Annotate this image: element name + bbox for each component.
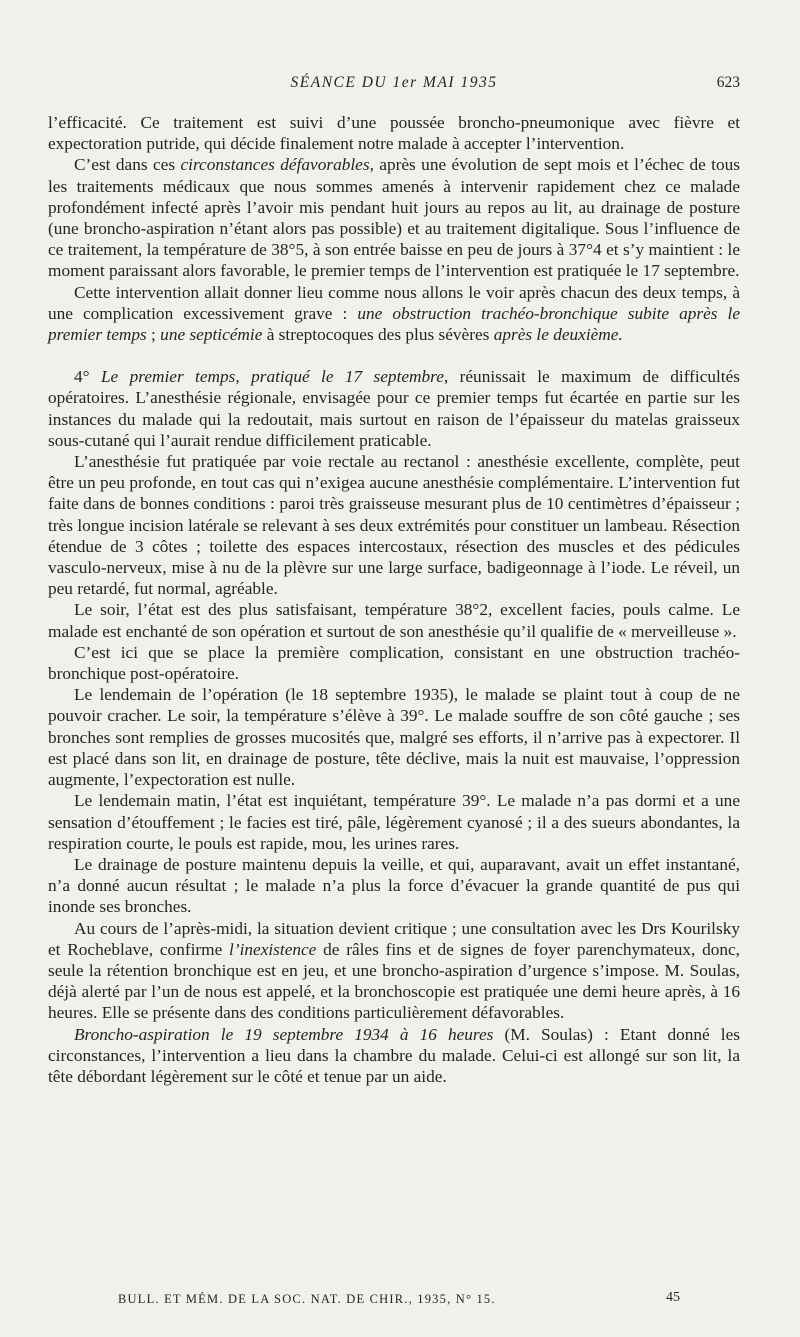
text-run: l’efficacité. Ce traitement est suivi d’une poussée broncho-pneumonique avec fièvre et expectoration putride, qui décide finalement notre malade à accepter l’intervention.	[48, 113, 740, 154]
italic-run: après le deuxième.	[493, 325, 623, 345]
paragraph	[48, 451, 740, 599]
text-run: (M. Soulas) : Etant donné les circonstances, l’intervention a lieu dans la chambre du malade. Celui-ci est allongé sur son lit, la tête débordant légèrement sur le côté et tenue par un aide.	[48, 1024, 740, 1086]
text-run: C’est ici que se place la première complication, consistant en une obstruction trachéo-bronchique post-opératoire.	[48, 642, 740, 684]
paragraph	[48, 790, 740, 854]
text-run: Au cours de l’après-midi, la situation devient critique ; une consultation avec les Drs Kourilsky et Rocheblave, confirme	[48, 918, 740, 959]
text-run: ;	[146, 325, 161, 345]
italic-run: une obstruction trachéo-bronchique subite après le premier temps	[48, 303, 740, 345]
text-run: , réunissait le maximum de difficultés opératoires. L’anesthésie régionale, envisagée pour ce premier temps fut écartée en partie sur les instances du malade qui la redoutait, mais surtout en raison de l’épaisseur du matelas graisseux sous-cutané qui l’aurait rendue difficilement praticable.	[48, 367, 740, 450]
text-run: Le lendemain de l’opération (le 18 septembre 1935), le malade se plaint tout à coup de ne pouvoir cracher. Le soir, la température s’élève à 39°. Le malade souffre de son côté gauche ; ses bronches sont remplies de grosses mucosités que, malgré ses efforts, il n’arrive pas à expectorer. Il est placé dans son lit, en drainage de posture, tête déclive, mais la nuit est mauvaise, l’oppression augmente, l’expectoration est nulle.	[48, 685, 740, 790]
text-run: Cette intervention allait donner lieu comme nous allons le voir après chacun des deux temps, à une complication excessivement grave :	[48, 282, 740, 323]
page-header	[48, 74, 740, 96]
journal-reference: BULL. ET MÉM. DE LA SOC. NAT. DE CHIR., 1935, N° 15.	[118, 1292, 496, 1306]
text-run: de râles fins et de signes de foyer parenchymateux, donc, seule la rétention bronchique est en jeu, et une broncho-aspiration d’urgence s’impose. M. Soulas, déjà alerté par l’un de nous est appelé, et la bronchoscopie est pratiquée une demi heure après, à 16 heures. Elle se présente dans des conditions particulièrement défavorables.	[48, 939, 740, 1023]
text-run: à streptocoques des plus sévères	[262, 325, 494, 345]
text-run: Le drainage de posture maintenu depuis la veille, et qui, auparavant, avait un effet instantané, n’a donné aucun résultat ; le malade n’a plus la force d’évacuer la grande quantité de pus qui inonde ses bronches.	[48, 854, 740, 917]
page-number: 623	[716, 74, 740, 91]
paragraph	[48, 918, 740, 1024]
paragraph	[48, 642, 740, 684]
italic-run: Broncho-aspiration le 19 septembre 1934 à 16 heures	[74, 1024, 494, 1044]
text-run: C’est dans ces	[74, 155, 181, 175]
running-title: SÉANCE DU 1er MAI 1935	[290, 74, 498, 91]
paragraph	[48, 112, 740, 154]
paragraph	[48, 684, 740, 790]
signature-mark: 45	[666, 1290, 680, 1305]
paragraph	[48, 599, 740, 641]
text-run: L’anesthésie fut pratiquée par voie rectale au rectanol : anesthésie excellente, complète, peut être un peu profonde, en tout cas qui n’exigea aucune anesthésie complémentaire. L’intervention fut faite dans de bonnes conditions : paroi très graisseuse mesurant plus de 10 centimètres d’épaisseur ; très longue incision latérale se relevant à ses deux extrémités pour constituer un lambeau. Résection étendue de 3 côtes ; toilette des espaces intercostaux, résection des muscles et des pédicules vasculo-nerveux, mise à nu de la plèvre sur une large surface, badigeonnage à l’iode. Le réveil, un peu retardé, fut normal, agréable.	[48, 452, 740, 599]
body-text	[48, 112, 740, 1087]
paragraph	[48, 854, 740, 918]
paragraph	[48, 366, 740, 451]
page-footer	[118, 1292, 680, 1312]
italic-run: circonstances défavorables	[180, 155, 370, 175]
italic-run: Le premier temps, pratiqué le 17 septembre	[100, 367, 444, 387]
paragraph	[48, 1024, 740, 1088]
text-run: Le soir, l’état est des plus satisfaisant, température 38°2, excellent facies, pouls calme. Le malade est enchanté de son opération et surtout de son anesthésie qu’il qualifie de « merveilleuse ».	[48, 600, 740, 641]
paragraph	[48, 282, 740, 346]
text-run: Le lendemain matin, l’état est inquiétant, température 39°. Le malade n’a pas dormi et a une sensation d’étouffement ; le facies est tiré, pâle, légèrement cyanosé ; il a des sueurs abondantes, la respiration courte, le pouls est rapide, mou, les urines rares.	[48, 791, 740, 853]
italic-run: une septicémie	[160, 325, 263, 345]
text-run: 4°	[74, 367, 101, 387]
italic-run: l’inexistence	[229, 939, 317, 959]
text-run: , après une évolution de sept mois et l’échec de tous les traitements médicaux que nous sommes amenés à intervenir rapidement chez ce malade profondément infecté après l’avoir mis pendant huit jours au repos au lit, au drainage de posture (une broncho-aspiration n’étant alors pas possible) et au traitement digitalique. Sous l’influence de ce traitement, la température de 38°5, à son entrée baisse en peu de jours à 37°4 et s’y maintient : le moment paraissant alors favorable, le premier temps de l’intervention est pratiquée le 17 septembre.	[48, 155, 740, 281]
paragraph	[48, 154, 740, 281]
